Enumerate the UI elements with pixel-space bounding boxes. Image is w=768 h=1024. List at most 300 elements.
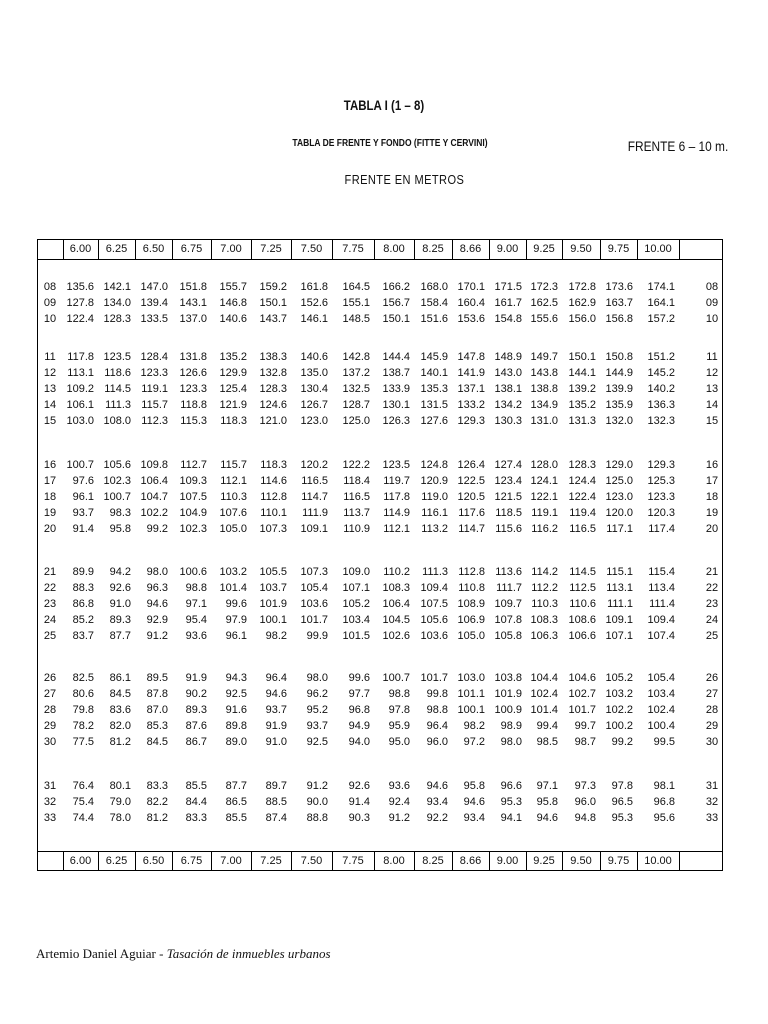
table-cell: 98.9 — [500, 719, 522, 732]
table-cell: 93.6 — [388, 780, 410, 792]
column-footer: 9.00 — [496, 855, 519, 867]
table-cell: 93.7 — [265, 703, 287, 716]
table-cell: 143.0 — [494, 366, 522, 379]
table-cell: 98.0 — [306, 672, 328, 684]
table-cell: 143.7 — [259, 312, 287, 325]
footer-citation — [36, 946, 331, 962]
fondo-label-right: 08 — [705, 281, 719, 293]
fondo-label-left: 21 — [43, 566, 57, 578]
fondo-label-left: 24 — [43, 613, 57, 626]
table-cell: 138.1 — [494, 382, 522, 395]
table-cell: 98.1 — [653, 780, 675, 792]
table-cell: 128.3 — [568, 459, 596, 471]
table-cell: 76.4 — [72, 780, 94, 792]
table-cell: 83.7 — [72, 629, 94, 642]
fondo-label-left: 09 — [43, 296, 57, 309]
table-cell: 135.2 — [568, 398, 596, 411]
table-cell: 155.7 — [219, 281, 247, 293]
table-cell: 98.7 — [574, 735, 596, 748]
table-cell: 98.8 — [388, 687, 410, 700]
table-cell: 116.5 — [343, 490, 370, 503]
table-cell: 113.1 — [67, 366, 94, 379]
table-cell: 99.8 — [426, 687, 448, 700]
table-cell: 142.8 — [342, 351, 370, 363]
table-cell: 108.9 — [457, 597, 485, 610]
column-header: 8.25 — [422, 243, 444, 255]
column-footer: 7.50 — [300, 855, 323, 867]
column-header: 9.25 — [533, 243, 555, 255]
table-cell: 104.4 — [530, 672, 558, 684]
table-title: TABLA I (1 – 8) — [343, 97, 425, 113]
table-cell: 117.8 — [383, 490, 410, 503]
fondo-label-left: 11 — [44, 351, 56, 363]
fondo-label-right: 29 — [705, 719, 719, 732]
table-cell: 107.8 — [494, 613, 522, 626]
column-footer: 7.25 — [260, 855, 282, 867]
table-cell: 93.4 — [463, 811, 485, 824]
fondo-label-left: 14 — [43, 398, 57, 411]
table-cell: 103.2 — [219, 566, 247, 578]
table-cell: 112.5 — [569, 581, 596, 594]
table-cell: 101.9 — [494, 687, 522, 700]
table-cell: 105.0 — [219, 522, 247, 535]
table-cell: 166.2 — [382, 281, 410, 293]
table-cell: 97.2 — [463, 735, 485, 748]
table-cell: 120.9 — [420, 474, 448, 487]
table-cell: 101.7 — [568, 703, 596, 716]
table-cell: 110.2 — [383, 566, 410, 578]
table-cell: 108.3 — [382, 581, 410, 594]
table-cell: 156.0 — [568, 312, 596, 325]
table-cell: 91.9 — [265, 719, 287, 732]
fondo-label-right: 24 — [705, 613, 719, 626]
table-cell: 137.2 — [342, 366, 370, 379]
table-cell: 93.7 — [306, 719, 328, 732]
fondo-label-right: 23 — [705, 597, 719, 610]
table-frame — [37, 239, 723, 871]
table-cell: 109.2 — [66, 382, 94, 395]
table-cell: 148.9 — [494, 351, 522, 363]
table-cell: 95.8 — [463, 780, 485, 792]
table-cell: 80.6 — [72, 687, 94, 700]
table-cell: 116.5 — [569, 522, 596, 535]
table-cell: 96.4 — [265, 672, 287, 684]
fondo-label-right: 33 — [705, 811, 719, 824]
table-cell: 109.7 — [494, 597, 522, 610]
table-cell: 102.3 — [179, 522, 207, 535]
table-cell: 96.0 — [574, 795, 596, 808]
column-header: 7.50 — [300, 243, 323, 255]
table-cell: 127.6 — [420, 414, 448, 427]
table-cell: 127.4 — [494, 459, 522, 471]
table-cell: 174.1 — [647, 281, 675, 293]
table-cell: 98.8 — [185, 581, 207, 594]
table-cell: 105.4 — [300, 581, 328, 594]
table-cell: 118.3 — [220, 414, 247, 427]
table-cell: 128.4 — [140, 351, 168, 363]
table-cell: 107.5 — [420, 597, 448, 610]
table-cell: 123.3 — [647, 490, 675, 503]
table-cell: 95.4 — [185, 613, 207, 626]
table-cell: 110.6 — [569, 597, 596, 610]
fondo-label-right: 14 — [705, 398, 719, 411]
table-cell: 102.2 — [140, 506, 168, 519]
column-header: 8.00 — [383, 243, 405, 255]
table-cell: 94.8 — [574, 811, 596, 824]
table-cell: 155.1 — [342, 296, 370, 309]
table-cell: 92.4 — [388, 795, 410, 808]
table-cell: 135.9 — [605, 398, 633, 411]
table-cell: 126.6 — [179, 366, 207, 379]
table-cell: 113.6 — [495, 566, 522, 578]
column-footer: 6.25 — [105, 855, 128, 867]
table-cell: 150.1 — [259, 296, 287, 309]
fondo-label-left: 17 — [43, 474, 57, 487]
table-cell: 103.0 — [457, 672, 485, 684]
fondo-label-right: 31 — [705, 780, 719, 792]
table-cell: 90.3 — [348, 811, 370, 824]
table-cell: 94.1 — [500, 811, 522, 824]
fondo-label-right: 16 — [705, 459, 719, 471]
table-cell: 154.8 — [494, 312, 522, 325]
table-cell: 98.5 — [536, 735, 558, 748]
fondo-label-right: 22 — [705, 581, 719, 594]
table-cell: 95.3 — [611, 811, 633, 824]
table-cell: 78.2 — [72, 719, 94, 732]
table-cell: 95.0 — [388, 735, 410, 748]
table-cell: 130.4 — [300, 382, 328, 395]
table-cell: 99.9 — [306, 629, 328, 642]
fondo-label-left: 25 — [43, 629, 57, 642]
table-cell: 112.2 — [531, 581, 558, 594]
fondo-label-left: 22 — [43, 581, 57, 594]
table-cell: 150.1 — [382, 312, 410, 325]
frente-range-label: FRENTE 6 – 10 m. — [627, 138, 728, 154]
table-cell: 132.5 — [342, 382, 370, 395]
table-cell: 94.2 — [109, 566, 131, 578]
table-cell: 111.3 — [105, 398, 131, 411]
table-cell: 137.1 — [457, 382, 485, 395]
table-cell: 123.4 — [494, 474, 522, 487]
table-cell: 131.8 — [179, 351, 207, 363]
table-cell: 123.0 — [300, 414, 328, 427]
table-cell: 136.3 — [647, 398, 675, 411]
table-cell: 94.6 — [536, 811, 558, 824]
table-cell: 114.7 — [458, 522, 485, 535]
table-cell: 120.2 — [300, 459, 328, 471]
table-cell: 102.2 — [605, 703, 633, 716]
fondo-label-right: 27 — [705, 687, 719, 700]
table-cell: 109.0 — [342, 566, 370, 578]
table-cell: 143.1 — [179, 296, 207, 309]
table-cell: 96.1 — [72, 490, 94, 503]
table-cell: 113.1 — [606, 581, 633, 594]
table-cell: 128.3 — [259, 382, 287, 395]
table-cell: 92.2 — [426, 811, 448, 824]
table-cell: 145.9 — [420, 351, 448, 363]
table-cell: 101.1 — [457, 687, 485, 700]
table-cell: 124.6 — [259, 398, 287, 411]
table-cell: 128.7 — [342, 398, 370, 411]
table-cell: 133.9 — [382, 382, 410, 395]
table-cell: 90.0 — [306, 795, 328, 808]
table-cell: 103.0 — [66, 414, 94, 427]
table-cell: 91.2 — [388, 811, 410, 824]
table-cell: 99.2 — [146, 522, 168, 535]
table-cell: 108.3 — [530, 613, 558, 626]
table-cell: 84.5 — [146, 735, 168, 748]
table-cell: 123.5 — [382, 459, 410, 471]
table-cell: 164.1 — [647, 296, 675, 309]
table-cell: 133.5 — [140, 312, 168, 325]
table-cell: 99.5 — [653, 735, 675, 748]
table-cell: 83.6 — [109, 703, 131, 716]
column-header: 7.00 — [220, 243, 242, 255]
fondo-label-left: 29 — [43, 719, 57, 732]
table-cell: 97.1 — [536, 780, 558, 792]
fondo-label-left: 13 — [43, 382, 57, 395]
table-cell: 82.5 — [72, 672, 94, 684]
table-cell: 119.1 — [141, 382, 168, 395]
fondo-label-right: 30 — [705, 735, 719, 748]
table-cell: 123.5 — [103, 351, 131, 363]
table-cell: 107.1 — [342, 581, 370, 594]
table-cell: 88.5 — [265, 795, 287, 808]
table-cell: 135.6 — [66, 281, 94, 293]
table-cell: 139.4 — [140, 296, 168, 309]
column-footer: 9.75 — [607, 855, 630, 867]
fondo-label-left: 19 — [43, 506, 57, 519]
table-cell: 151.8 — [179, 281, 207, 293]
table-cell: 119.0 — [421, 490, 448, 503]
table-cell: 129.3 — [647, 459, 675, 471]
table-cell: 104.7 — [140, 490, 168, 503]
table-cell: 83.3 — [146, 780, 168, 792]
table-cell: 102.4 — [530, 687, 558, 700]
table-cell: 115.4 — [648, 566, 675, 578]
table-cell: 124.8 — [420, 459, 448, 471]
table-cell: 82.0 — [109, 719, 131, 732]
table-cell: 118.4 — [343, 474, 370, 487]
table-cell: 117.6 — [458, 506, 485, 519]
table-cell: 87.0 — [146, 703, 168, 716]
table-cell: 117.1 — [606, 522, 633, 535]
table-cell: 96.8 — [653, 795, 675, 808]
table-cell: 122.1 — [530, 490, 558, 503]
table-cell: 116.2 — [531, 522, 558, 535]
table-cell: 143.8 — [530, 366, 558, 379]
table-cell: 155.6 — [530, 312, 558, 325]
column-header: 6.75 — [180, 243, 203, 255]
table-cell: 120.5 — [457, 490, 485, 503]
fondo-label-right: 32 — [705, 795, 719, 808]
table-column-divider — [679, 851, 680, 871]
table-cell: 109.8 — [140, 459, 168, 471]
column-header: 9.75 — [607, 243, 630, 255]
table-cell: 107.5 — [179, 490, 207, 503]
table-cell: 131.0 — [530, 414, 558, 427]
table-cell: 98.3 — [109, 506, 131, 519]
table-cell: 89.3 — [109, 613, 131, 626]
table-cell: 79.0 — [109, 795, 131, 808]
table-cell: 114.5 — [104, 382, 131, 395]
table-cell: 95.8 — [109, 522, 131, 535]
table-cell: 147.0 — [140, 281, 168, 293]
fondo-label-right: 18 — [705, 490, 719, 503]
table-cell: 115.3 — [180, 414, 207, 427]
table-cell: 114.9 — [383, 506, 410, 519]
table-cell: 123.0 — [605, 490, 633, 503]
table-cell: 112.7 — [180, 459, 207, 471]
table-cell: 105.2 — [342, 597, 370, 610]
table-cell: 96.2 — [306, 687, 328, 700]
fondo-label-right: 12 — [705, 366, 719, 379]
table-cell: 114.5 — [569, 566, 596, 578]
table-cell: 123.3 — [179, 382, 207, 395]
table-cell: 130.3 — [494, 414, 522, 427]
column-footer: 7.75 — [342, 855, 364, 867]
table-cell: 99.6 — [225, 597, 247, 610]
table-cell: 121.5 — [494, 490, 522, 503]
table-cell: 97.8 — [611, 780, 633, 792]
table-cell: 99.6 — [348, 672, 370, 684]
table-cell: 139.2 — [568, 382, 596, 395]
table-cell: 113.4 — [648, 581, 675, 594]
table-cell: 106.6 — [568, 629, 596, 642]
table-cell: 146.8 — [219, 296, 247, 309]
column-header: 6.00 — [69, 243, 92, 255]
table-cell: 109.1 — [300, 522, 328, 535]
table-cell: 131.3 — [568, 414, 596, 427]
table-cell: 101.4 — [219, 581, 247, 594]
table-cell: 173.6 — [605, 281, 633, 293]
table-divider-line — [37, 851, 723, 852]
table-cell: 78.0 — [109, 811, 131, 824]
table-cell: 112.8 — [260, 490, 287, 503]
table-cell: 111.7 — [496, 581, 522, 594]
table-cell: 102.7 — [568, 687, 596, 700]
table-cell: 103.4 — [342, 613, 370, 626]
table-cell: 134.2 — [494, 398, 522, 411]
table-cell: 96.4 — [426, 719, 448, 732]
table-cell: 87.8 — [146, 687, 168, 700]
table-cell: 100.7 — [66, 459, 94, 471]
table-cell: 135.3 — [420, 382, 448, 395]
table-cell: 98.0 — [146, 566, 168, 578]
table-cell: 144.1 — [568, 366, 596, 379]
table-cell: 94.6 — [426, 780, 448, 792]
table-cell: 140.2 — [647, 382, 675, 395]
table-cell: 105.0 — [457, 629, 485, 642]
table-cell: 91.0 — [265, 735, 287, 748]
table-cell: 138.7 — [382, 366, 410, 379]
table-cell: 97.9 — [225, 613, 247, 626]
table-cell: 87.7 — [225, 780, 247, 792]
table-cell: 108.6 — [568, 613, 596, 626]
table-cell: 112.8 — [458, 566, 485, 578]
table-cell: 95.3 — [500, 795, 522, 808]
fondo-label-left: 15 — [43, 414, 57, 427]
table-cell: 120.3 — [647, 506, 675, 519]
table-cell: 106.4 — [140, 474, 168, 487]
table-cell: 160.4 — [457, 296, 485, 309]
table-cell: 98.0 — [500, 735, 522, 748]
table-cell: 144.9 — [605, 366, 633, 379]
fondo-label-left: 20 — [43, 522, 57, 535]
column-footer: 8.00 — [383, 855, 405, 867]
table-cell: 168.0 — [420, 281, 448, 293]
table-cell: 115.7 — [220, 459, 247, 471]
table-cell: 98.2 — [463, 719, 485, 732]
table-cell: 119.7 — [383, 474, 410, 487]
fondo-label-left: 30 — [43, 735, 57, 748]
table-cell: 122.5 — [457, 474, 485, 487]
table-cell: 105.8 — [494, 629, 522, 642]
table-cell: 130.1 — [382, 398, 410, 411]
table-cell: 113.7 — [343, 506, 370, 519]
table-cell: 75.4 — [72, 795, 94, 808]
column-footer: 9.50 — [570, 855, 592, 867]
table-cell: 151.2 — [647, 351, 675, 363]
fondo-label-left: 10 — [43, 312, 57, 325]
table-cell: 93.4 — [426, 795, 448, 808]
table-cell: 118.8 — [180, 398, 207, 411]
table-cell: 119.1 — [531, 506, 558, 519]
table-cell: 115.7 — [141, 398, 168, 411]
table-cell: 97.3 — [574, 780, 596, 792]
table-cell: 156.7 — [382, 296, 410, 309]
table-cell: 79.8 — [72, 703, 94, 716]
table-cell: 74.4 — [72, 811, 94, 824]
table-cell: 93.7 — [72, 506, 94, 519]
table-cell: 86.1 — [109, 672, 131, 684]
table-cell: 162.9 — [568, 296, 596, 309]
table-cell: 87.7 — [109, 629, 131, 642]
table-cell: 170.1 — [457, 281, 485, 293]
fondo-label-left: 18 — [43, 490, 57, 503]
table-cell: 85.2 — [72, 613, 94, 626]
table-cell: 101.7 — [300, 613, 328, 626]
table-cell: 140.1 — [420, 366, 448, 379]
table-cell: 87.4 — [265, 811, 287, 824]
table-cell: 114.6 — [260, 474, 287, 487]
fondo-label-right: 09 — [705, 296, 719, 309]
table-cell: 124.1 — [530, 474, 558, 487]
table-cell: 119.4 — [569, 506, 596, 519]
table-cell: 98.8 — [426, 703, 448, 716]
fondo-label-right: 19 — [705, 506, 719, 519]
table-cell: 171.5 — [494, 281, 522, 293]
table-cell: 100.7 — [382, 672, 410, 684]
table-cell: 103.6 — [420, 629, 448, 642]
column-footer: 9.25 — [533, 855, 555, 867]
table-cell: 91.9 — [185, 672, 207, 684]
table-cell: 121.9 — [219, 398, 247, 411]
table-cell: 111.3 — [422, 566, 448, 578]
column-header: 6.25 — [105, 243, 128, 255]
table-cell: 114.2 — [531, 566, 558, 578]
column-header: 6.50 — [142, 243, 165, 255]
table-cell: 156.8 — [605, 312, 633, 325]
table-cell: 95.6 — [653, 811, 675, 824]
table-cell: 117.4 — [648, 522, 675, 535]
table-cell: 115.6 — [495, 522, 522, 535]
table-cell: 110.1 — [260, 506, 287, 519]
footer-book-title: Tasación de inmuebles urbanos — [166, 946, 331, 961]
fondo-label-left: 23 — [43, 597, 57, 610]
table-cell: 134.9 — [530, 398, 558, 411]
table-cell: 107.4 — [647, 629, 675, 642]
